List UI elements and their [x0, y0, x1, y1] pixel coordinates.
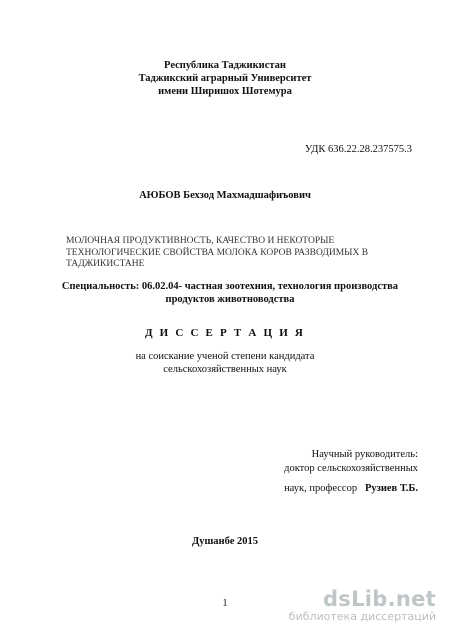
- document-type-title: Д И С С Е Р Т А Ц И Я: [144, 327, 306, 339]
- degree-line-2: сельскохозяйственных наук: [163, 364, 287, 375]
- supervisor-label: Научный руководитель:: [311, 449, 418, 460]
- topic-line-2: ТЕХНОЛОГИЧЕСКИЕ СВОЙСТВА МОЛОКА КОРОВ РАЗВОДИМЫХ В: [66, 247, 369, 258]
- author-name: АЮБОВ Бехзод Махмадшафиъович: [139, 190, 311, 201]
- specialty-line-2: продуктов животноводства: [165, 294, 295, 305]
- supervisor-degree: доктор сельскохозяйственных: [284, 463, 418, 474]
- supervisor-rank: наук, профессор: [284, 483, 358, 494]
- header-line-3: имени Ширишох Шотемура: [158, 86, 292, 97]
- degree-line-1: на соискание ученой степени кандидата: [135, 351, 315, 362]
- topic-line-3: ТАДЖИКИСТАНЕ: [66, 259, 145, 269]
- udk-code: УДК 636.22.28.237575.3: [304, 144, 412, 155]
- supervisor-name: Рузиев Т.Б.: [364, 483, 418, 494]
- page-number: 1: [222, 598, 228, 609]
- dissertation-topic: [66, 236, 396, 271]
- header-line-2: Таджикский аграрный Университет: [138, 73, 312, 84]
- specialty-line-1: Специальность: 06.02.04- частная зоотехния, технология производства: [61, 281, 399, 292]
- topic-line-1: МОЛОЧНАЯ ПРОДУКТИВНОСТЬ, КАЧЕСТВО И НЕКОТОРЫЕ: [66, 236, 335, 246]
- header-line-1: Республика Таджикистан: [164, 60, 286, 71]
- watermark: [289, 588, 436, 623]
- city-year: Душанбе 2015: [191, 536, 259, 547]
- watermark-logo: dsLib.net: [322, 587, 436, 611]
- supervisor-block: [284, 448, 418, 495]
- specialty: [60, 280, 400, 306]
- institution-header: [0, 59, 450, 98]
- watermark-subtitle: библиотека диссертаций: [288, 610, 436, 623]
- degree-statement: [0, 350, 450, 376]
- supervisor-title-line: [284, 482, 418, 495]
